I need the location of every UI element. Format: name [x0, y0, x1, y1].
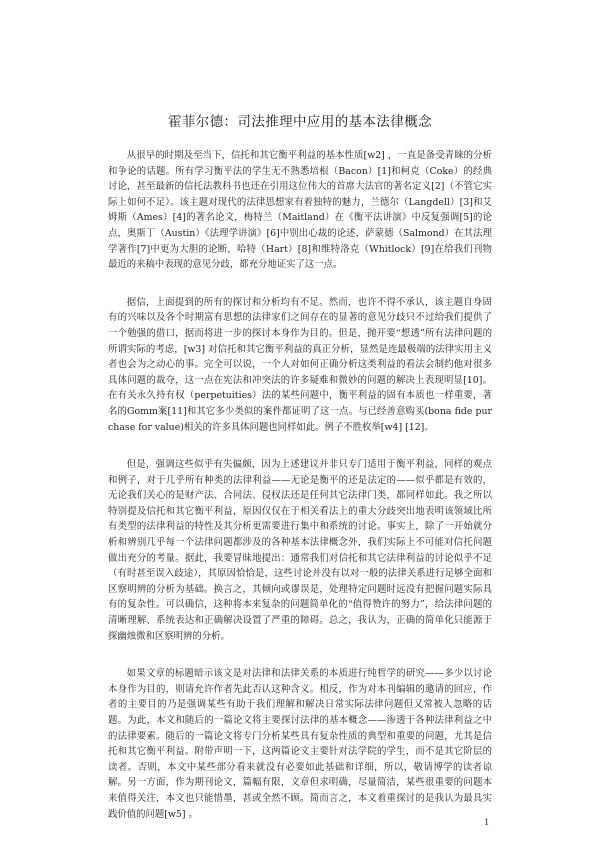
paragraph-3: 但是，强调这些似乎有失偏颇，因为上述建议并非只专门适用于衡平利益，同样的观点和例子，对于几乎所有种类的法律利益——无论是衡平的还是法定的——似乎都是有效的，无论我们关心的是财产法、合同法、侵权法还是任何其它法律门类，都同样如此。我之所以特别提及信托和其它衡平利益，原因仅仅在于相关看法上的重大分歧突出地表明该领域比所有类型的法律利益的特性及其分析更需要进行集中和系统的讨论。事实上，除了一开始就分析和辨别几乎每一个法律问题都涉及的各种基本法律概念外，我们实际上不可能对信托问题做出充分的考量。据此，我要冒昧地提出：通常我们对信托和其它法律利益的讨论似乎不足（有时甚至误入歧途），其原因恰恰是，这些讨论并没有以对一般的法律关系进行足够全面和区察明辨的分析为基础。换言之，其倾向或谬误是，处理特定问题时远没有把握问题实际具有的复杂性。可以确信，这种将本来复杂的问题简单化的“值得赞许的努力”，给法律问题的清晰理解、系统表达和正确解决设置了严重的障碍。总之，我认为，正确的简单化只能源于探幽烛微和区察明辨的分析。	[108, 459, 492, 642]
paragraph-4: 如果文章的标题暗示该文是对法律和法律关系的本质进行纯哲学的研究——多少以讨论本身作为目的，则请允许作者先此否认这种含义。相反，作为对本刊编辑的邀请的回应，作者的主要目的乃是强调某些有助于我们理解和解决日常实际法律问题但又常被人忽略的话题。为此，本文和随后的一篇论文将主要探讨法律的基本概念——渗透于各种法律利益之中的法律要素。随后的一篇论文将专门分析某些具有复杂性质的典型和重要的问题，尤其是信托和其它衡平利益。附带声明一下，这两篇论文主要针对法学院的学生，而不是其它阶层的读者。否则，本文中某些部分看来就没有必要如此基础和详细，所以，敬请博学的读者谅解。另一方面，作为期刊论文，篇幅有限，文章但求明确，尽量简洁，某些很重要的问题本来值得关注，本文也只能惜墨，甚或全然不顾。简而言之，本文着重探讨的是我认为最具实践价值的问题[w5] 。	[108, 668, 492, 820]
paragraph-1: 从很早的时期及至当下，信托和其它衡平利益的基本性质[w2] ，一直是备受青睐的分析和争论的话题。所有学习衡平法的学生无不熟悉培根（Bacon）[1]和柯克（Coke）的经典讨论，甚至最新的信托法教科书也还在引用这位伟大的首席大法官的著名定义[2]（不管它实际上如何不足）。该主题对现代的法律思想家有着独特的魅力，兰德尔（Langdell）[3]和艾姆斯（Ames）[4]的著名论文，梅特兰（Maitland）在《衡平法讲演》中反复强调[5]的论点，奥斯丁（Austin）《法理学讲演》[6]中别出心裁的论述，萨蒙德（Salmond）在其法理学著作[7]中更为大胆的论断，哈特（Hart）[8]和维特洛克（Whitlock）[9]在给我们刊物最近的来稿中表现的意见分歧，都充分地证实了这一点。	[108, 150, 492, 271]
document-body	[108, 148, 492, 844]
document-title: 霍菲尔德：司法推理中应用的基本法律概念	[167, 114, 433, 130]
page-number: 1	[484, 818, 490, 828]
paragraph-2: 据信，上面提到的所有的探讨和分析均有不足。然而，也许不得不承认，该主题自身固有的兴味以及各个时期富有思想的法律家们之间存在的显著的意见分歧只不过给我们提供了一个勉强的借口，据而将进一步的探讨本身作为目的。但是，抛开要“想透”所有法律问题的所谓实际的考虑，[w3] 对信托和其它衡平利益的真正分析，显然是连最极端的法律实用主义者也会为之动心的事。完全可以说，一个人对如何正确分析这类利益的看法会制约他对很多具体问题的裁夺，这一点在宪法和冲突法的许多疑难和微妙的问题的解决上表现明显[10]。在有关永久持有权（perpetuities）法的某些问题中，衡平利益的固有本质也一样重要，著名的Gomm案[11]和其它多少类似的案件都证明了这一点。与已经善意购买(bona fide purchase for value)相关的许多具体问题也同样如此。例子不胜枚举[w4] [12]。	[108, 296, 492, 433]
